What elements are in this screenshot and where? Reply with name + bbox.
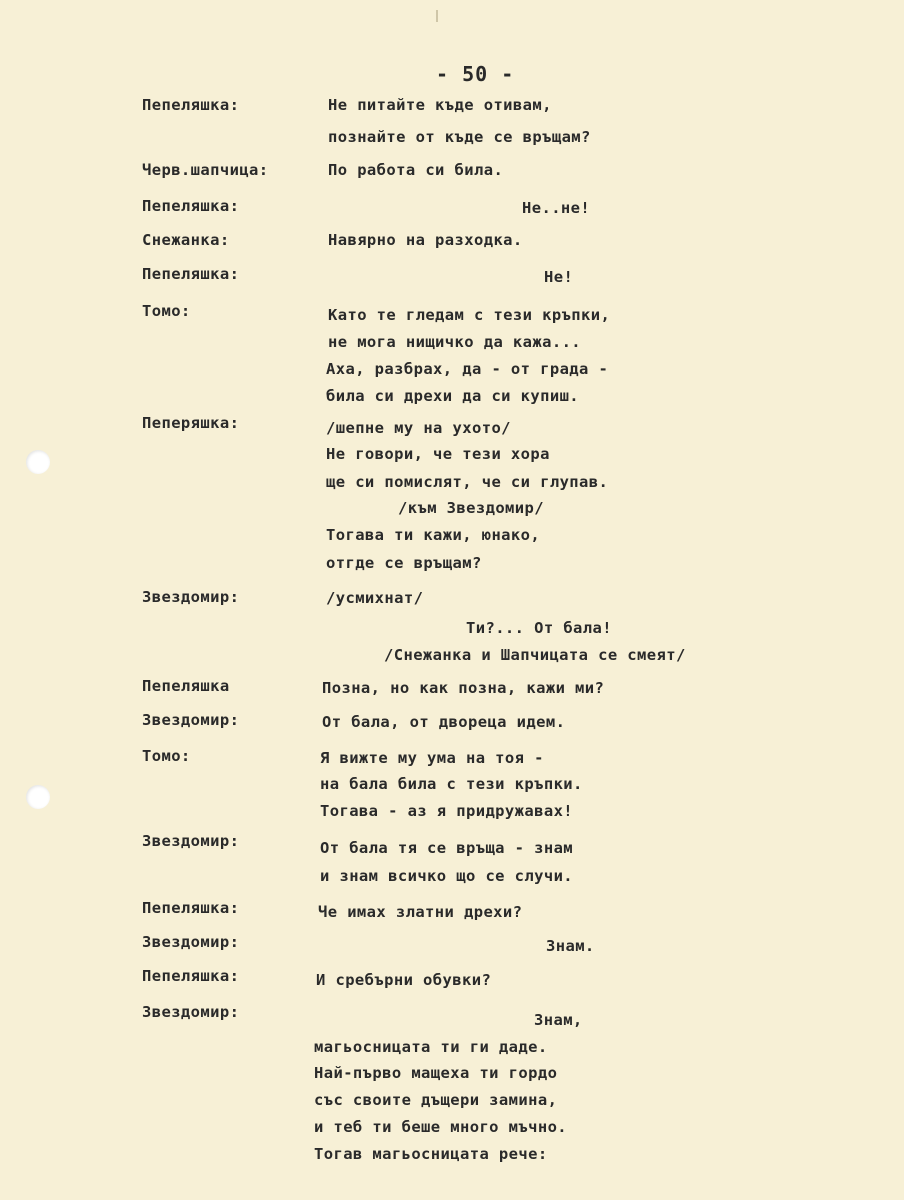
dialogue-line: Тогава ти кажи, юнако, bbox=[326, 526, 541, 544]
speaker-name: Пеперяшка: bbox=[142, 414, 240, 432]
dialogue-line: Че имах златни дрехи? bbox=[318, 903, 523, 921]
dialogue-line: Ти?... От бала! bbox=[466, 619, 612, 637]
dialogue-line: Не..не! bbox=[522, 199, 591, 217]
dialogue-line: Не говори, че тези хора bbox=[326, 445, 550, 463]
dialogue-line: Най-първо мащеха ти гордо bbox=[314, 1064, 558, 1082]
dialogue-line: Навярно на разходка. bbox=[328, 231, 523, 249]
punch-hole bbox=[26, 785, 50, 809]
dialogue-line: Не! bbox=[544, 268, 574, 286]
speaker-name: Звездомир: bbox=[142, 832, 240, 850]
speaker-name: Пепеляшка bbox=[142, 677, 230, 695]
dialogue-line: Знам. bbox=[546, 937, 595, 955]
dialogue-line: От бала тя се връща - знам bbox=[320, 839, 574, 857]
dialogue-line: И сребърни обувки? bbox=[316, 971, 492, 989]
speaker-name: Звездомир: bbox=[142, 711, 240, 729]
stage-direction: /към Звездомир/ bbox=[398, 499, 544, 517]
stage-direction: /Снежанка и Шапчицата се смеят/ bbox=[384, 646, 686, 664]
dialogue-line: на бала била с тези кръпки. bbox=[320, 775, 583, 793]
speaker-name: Пепеляшка: bbox=[142, 197, 240, 215]
speaker-name: Пепеляшка: bbox=[142, 96, 240, 114]
speaker-name: Томо: bbox=[142, 302, 191, 320]
dialogue-line: ще си помислят, че си глупав. bbox=[326, 473, 609, 491]
stage-direction: /усмихнат/ bbox=[326, 589, 424, 607]
speaker-name: Звездомир: bbox=[142, 588, 240, 606]
dialogue-line: /шепне му на ухото/ bbox=[326, 419, 511, 437]
dialogue-line: Тогава - аз я придружавах! bbox=[320, 802, 574, 820]
speaker-name: Снежанка: bbox=[142, 231, 230, 249]
dialogue-line: и знам всичко що се случи. bbox=[320, 867, 574, 885]
dialogue-line: Аха, разбрах, да - от града - bbox=[326, 360, 609, 378]
speaker-name: Звездомир: bbox=[142, 933, 240, 951]
dialogue-line: била си дрехи да си купиш. bbox=[326, 387, 580, 405]
dialogue-line: Като те гледам с тези кръпки, bbox=[328, 306, 611, 324]
dialogue-line: отгде се връщам? bbox=[326, 554, 482, 572]
dialogue-line: магьосницата ти ги даде. bbox=[314, 1038, 548, 1056]
dialogue-line: Знам, bbox=[534, 1011, 583, 1029]
speaker-name: Пепеляшка: bbox=[142, 899, 240, 917]
dialogue-line: От бала, от двореца идем. bbox=[322, 713, 566, 731]
speaker-name: Звездомир: bbox=[142, 1003, 240, 1021]
dialogue-line: със своите дъщери замина, bbox=[314, 1091, 558, 1109]
dialogue-line: Позна, но как позна, кажи ми? bbox=[322, 679, 605, 697]
dialogue-line: По работа си била. bbox=[328, 161, 504, 179]
dialogue-line: Не питайте къде отивам, bbox=[328, 96, 552, 114]
paper-mark bbox=[436, 10, 438, 22]
dialogue-line: и теб ти беше много мъчно. bbox=[314, 1118, 568, 1136]
dialogue-line: познайте от къде се връщам? bbox=[328, 128, 591, 146]
dialogue-line: Я вижте му ума на тоя - bbox=[320, 749, 544, 767]
page-number: - 50 - bbox=[436, 62, 515, 86]
speaker-name: Пепеляшка: bbox=[142, 265, 240, 283]
punch-hole bbox=[26, 450, 50, 474]
speaker-name: Томо: bbox=[142, 747, 191, 765]
speaker-name: Пепеляшка: bbox=[142, 967, 240, 985]
dialogue-line: Тогав магьосницата рече: bbox=[314, 1145, 548, 1163]
dialogue-line: не мога нищичко да кажа... bbox=[328, 333, 582, 351]
speaker-name: Черв.шапчица: bbox=[142, 161, 269, 179]
